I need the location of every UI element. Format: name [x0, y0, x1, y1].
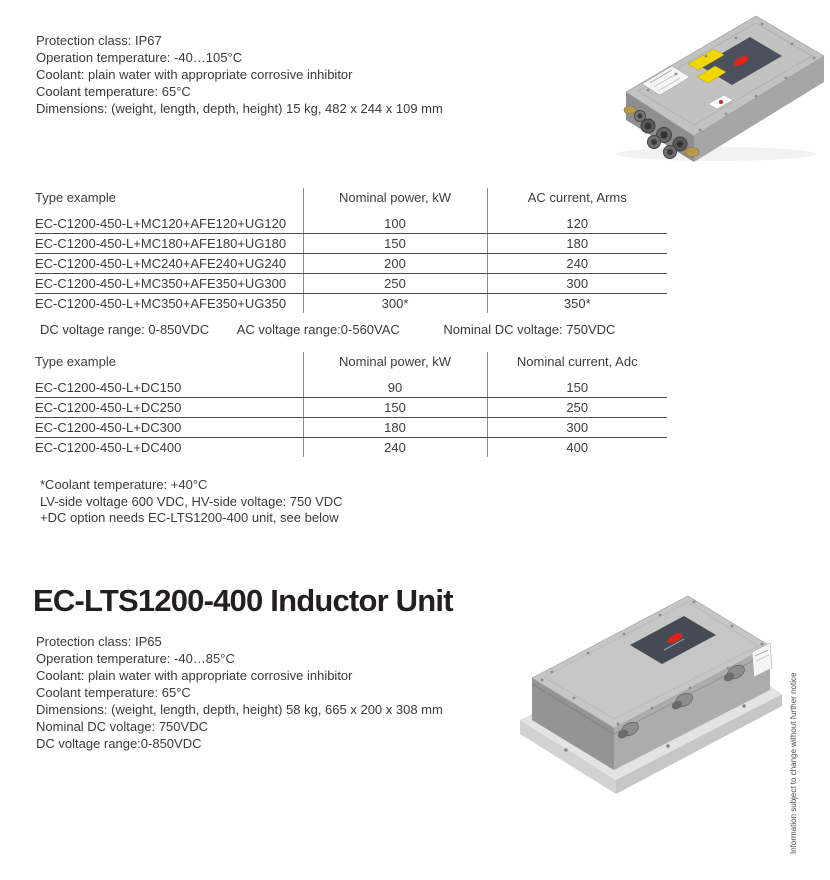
- table-cell: 180: [303, 418, 487, 438]
- table-cell: EC-C1200-450-L+MC120+AFE120+UG120: [35, 214, 303, 234]
- table-row: [35, 294, 667, 314]
- converter-product-photo: [596, 4, 826, 164]
- table-row: [35, 254, 667, 274]
- spec-operation-temperature: Operation temperature: -40…85°C: [36, 651, 235, 666]
- col-header-power: Nominal power, kW: [303, 352, 487, 378]
- table-cell: 300: [487, 418, 667, 438]
- dc-voltage-range: DC voltage range: 0-850VDC: [40, 322, 210, 337]
- table-cell: EC-C1200-450-L+MC350+AFE350+UG350: [35, 296, 287, 311]
- power-variants-table: [35, 188, 667, 313]
- col-header-type: Type example: [35, 354, 116, 369]
- voltage-ranges-line: [40, 322, 615, 337]
- table-cell: 200: [303, 254, 487, 274]
- converter-specs: [36, 32, 443, 117]
- spec-coolant-temperature: Coolant temperature: 65°C: [36, 685, 191, 700]
- nominal-dc-voltage: Nominal DC voltage: 750VDC: [443, 322, 616, 337]
- table-cell: 240: [487, 254, 667, 274]
- table-cell: 120: [487, 214, 667, 234]
- col-header-power: Nominal power, kW: [303, 188, 487, 214]
- table-cell: 250: [487, 398, 667, 418]
- brass-fitting-icon: [624, 106, 636, 114]
- footnote-dc-option: +DC option needs EC-LTS1200-400 unit, see below: [40, 510, 339, 525]
- ac-voltage-range: AC voltage range:0-560VAC: [236, 322, 400, 337]
- red-dot-icon: [719, 100, 723, 104]
- table-cell: 150: [303, 398, 487, 418]
- spec-coolant: Coolant: plain water with appropriate corrosive inhibitor: [36, 668, 353, 683]
- footnote-coolant: *Coolant temperature: +40°C: [40, 477, 208, 492]
- spec-dimensions: Dimensions: (weight, length, depth, height) 15 kg, 482 x 244 x 109 mm: [36, 101, 443, 116]
- table-cell: 90: [303, 378, 487, 398]
- table-cell: 250: [303, 274, 487, 294]
- table-cell: 300*: [303, 294, 487, 314]
- spec-coolant: Coolant: plain water with appropriate corrosive inhibitor: [36, 67, 353, 82]
- table-cell: EC-C1200-450-L+DC250: [35, 398, 303, 418]
- table-cell: EC-C1200-450-L+MC350+AFE350+UG300: [35, 274, 303, 294]
- footnote-lv-hv: LV-side voltage 600 VDC, HV-side voltage: 750 VDC: [40, 493, 343, 509]
- spec-protection-class: Protection class: IP65: [36, 634, 162, 649]
- table-cell: EC-C1200-450-L+MC180+AFE180+UG180: [35, 234, 303, 254]
- brass-fitting-icon: [685, 148, 699, 157]
- table-row: [35, 378, 667, 398]
- table-header-row: [35, 188, 667, 214]
- table-cell: 300: [487, 274, 667, 294]
- side-note: Information subject to change without further notice: [789, 672, 798, 854]
- table-cell: EC-C1200-450-L+DC150: [35, 378, 303, 398]
- spec-coolant-temperature: Coolant temperature: 65°C: [36, 84, 191, 99]
- col-header-type: Type example: [35, 190, 116, 205]
- table-cell: 180: [487, 234, 667, 254]
- photo-shadow: [616, 147, 816, 161]
- table-cell: 150: [487, 378, 667, 398]
- table-header-row: [35, 352, 667, 378]
- spec-operation-temperature: Operation temperature: -40…105°C: [36, 50, 243, 65]
- table-cell: EC-C1200-450-L+DC400: [35, 440, 182, 455]
- spec-dc-voltage-range: DC voltage range:0-850VDC: [36, 736, 202, 751]
- table-row: [35, 398, 667, 418]
- table-cell: EC-C1200-450-L+MC240+AFE240+UG240: [35, 254, 303, 274]
- table-cell: 100: [303, 214, 487, 234]
- footnotes: [40, 477, 343, 527]
- table-row: [35, 214, 667, 234]
- table-row: [35, 274, 667, 294]
- table-cell: 350*: [487, 294, 667, 314]
- table-row: [35, 418, 667, 438]
- spec-protection-class: Protection class: IP67: [36, 33, 162, 48]
- table-cell: 240: [303, 438, 487, 458]
- table-cell: EC-C1200-450-L+DC300: [35, 418, 303, 438]
- inductor-section-title: EC-LTS1200-400 Inductor Unit: [33, 583, 453, 618]
- table-cell: 400: [487, 438, 667, 458]
- inductor-specs: [36, 633, 443, 752]
- dc-variants-table: [35, 352, 667, 457]
- col-header-current: AC current, Arms: [487, 188, 667, 214]
- inductor-product-photo: [518, 588, 798, 803]
- table-row: [35, 234, 667, 254]
- spec-dimensions: Dimensions: (weight, length, depth, height) 58 kg, 665 x 200 x 308 mm: [36, 702, 443, 717]
- table-cell: 150: [303, 234, 487, 254]
- table-row: [35, 438, 667, 458]
- col-header-current: Nominal current, Adc: [487, 352, 667, 378]
- spec-nominal-dc-voltage: Nominal DC voltage: 750VDC: [36, 719, 208, 734]
